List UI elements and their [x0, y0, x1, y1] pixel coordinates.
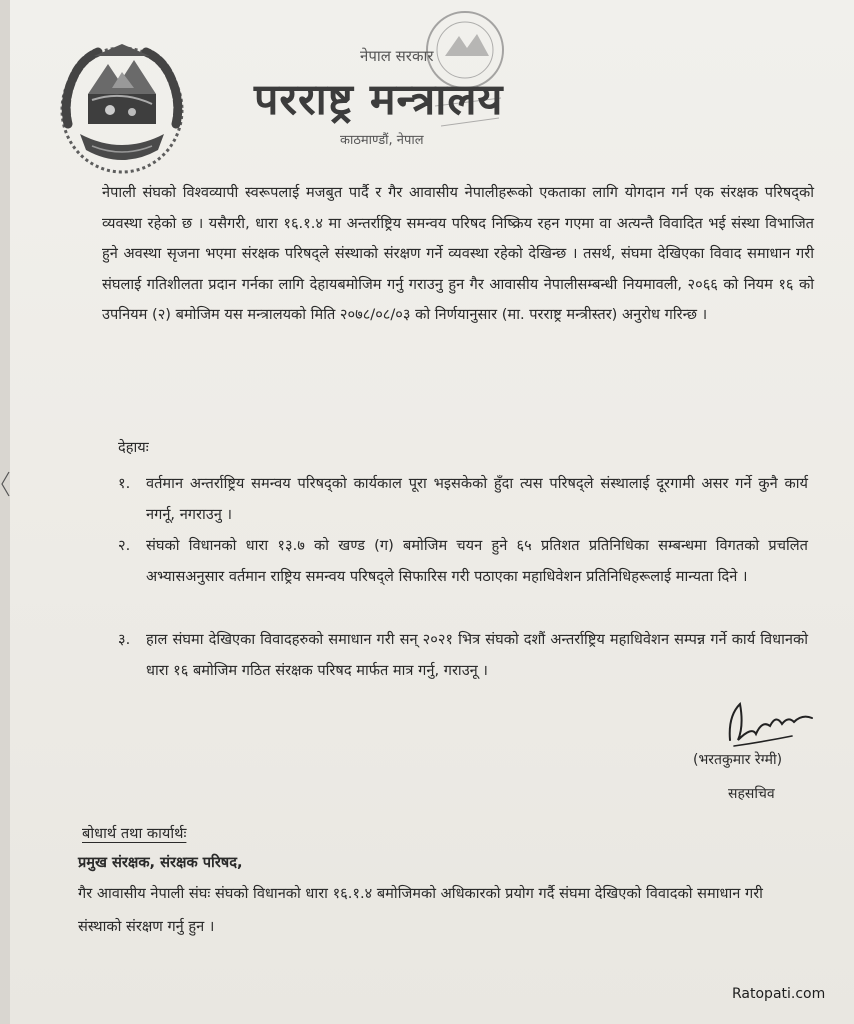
list-item [118, 468, 808, 530]
list-item [118, 624, 808, 686]
letter-page [10, 0, 854, 1024]
ministry-heading: परराष्ट्र मन्त्रालय [254, 75, 504, 125]
list-item-text: संघको विधानको धारा १३.७ को खण्ड (ग) बमोजिम चयन हुने ६५ प्रतिशत प्रतिनिधिका सम्बन्धमा विगतको प्रचलित अभ्यासअनुसार वर्तमान राष्ट्रिय समन्वय परिषद्ले सिफारिस गरी पठाएका महाधिवेशन प्रतिनिधिहरूलाई मान्यता दिने । [146, 537, 808, 585]
list-item-number: ३. [118, 631, 131, 648]
main-paragraph: नेपाली संघको विश्वव्यापी स्वरूपलाई मजबुत पार्दै र गैर आवासीय नेपालीहरूको एकताका लागि योगदान गर्न एक संरक्षक परिषद्को व्यवस्था रहेको छ । यसैगरी, धारा १६.१.४ मा अन्तर्राष्ट्रिय समन्वय परिषद निष्क्रिय रहन गएमा वा अत्यन्तै विवादित भई संस्था विभाजित हुने अवस्था सृजना भएमा संरक्षक परिषद्ले संस्थाको संरक्षण गर्ने व्यवस्था रहेको देखिन्छ । तसर्थ, संघमा देखिएका विवाद समाधान गरी संघलाई गतिशीलता प्रदान गर्नका लागि देहायबमोजिम गर्नु गराउनु हुन गैर आवासीय नेपालीसम्बन्धी नियमावली, २०६६ को नियम १६ को उपनियम (२) बमोजिम यस मन्त्रालयको मिति २०७८/०८/०३ को निर्णयानुसार (मा. परराष्ट्र मन्त्रीस्तर) अनुरोध गरिन्छ । [102, 184, 814, 324]
signatory-title: सहसचिव [728, 786, 775, 802]
list-item-number: २. [118, 537, 131, 554]
page-edge-mark [0, 470, 10, 498]
government-heading: नेपाल सरकार [360, 47, 434, 65]
handwritten-signature-icon [722, 696, 818, 752]
watermark: Ratopati.com [732, 986, 826, 1002]
recipient-line: प्रमुख संरक्षक, संरक्षक परिषद, [78, 854, 243, 871]
list-item-text: हाल संघमा देखिएका विवादहरुको समाधान गरी सन् २०२१ भित्र संघको दशौं अन्तर्राष्ट्रिय महाधिवेशन सम्पन्न गर्ने कार्य विधानको धारा १६ बमोजिम गठित संरक्षक परिषद मार्फत मात्र गर्नु, गराउनू । [146, 631, 808, 679]
info-text: गैर आवासीय नेपाली संघः संघको विधानको धारा १६.१.४ बमोजिमको अधिकारको प्रयोग गर्दै संघमा देखिएको विवादको समाधान गरी संस्थाको संरक्षण गर्नु हुन । [78, 885, 763, 935]
list-label: देहायः [118, 439, 149, 456]
city-heading: काठमाण्डौं, नेपाल [340, 133, 424, 148]
info-label: बोधार्थ तथा कार्यार्थः [82, 825, 187, 842]
signatory-name: (भरतकुमार रेग्मी) [693, 752, 783, 768]
nepal-emblem-icon [54, 38, 190, 178]
list-item-number: १. [118, 475, 131, 492]
list-item-text: वर्तमान अन्तर्राष्ट्रिय समन्वय परिषद्को कार्यकाल पूरा भइसकेको हुँदा त्यस परिषद्ले संस्थालाई दूरगामी असर गर्ने कुनै कार्य नगर्नू, नगराउनु । [146, 475, 808, 523]
list-item [118, 530, 808, 592]
